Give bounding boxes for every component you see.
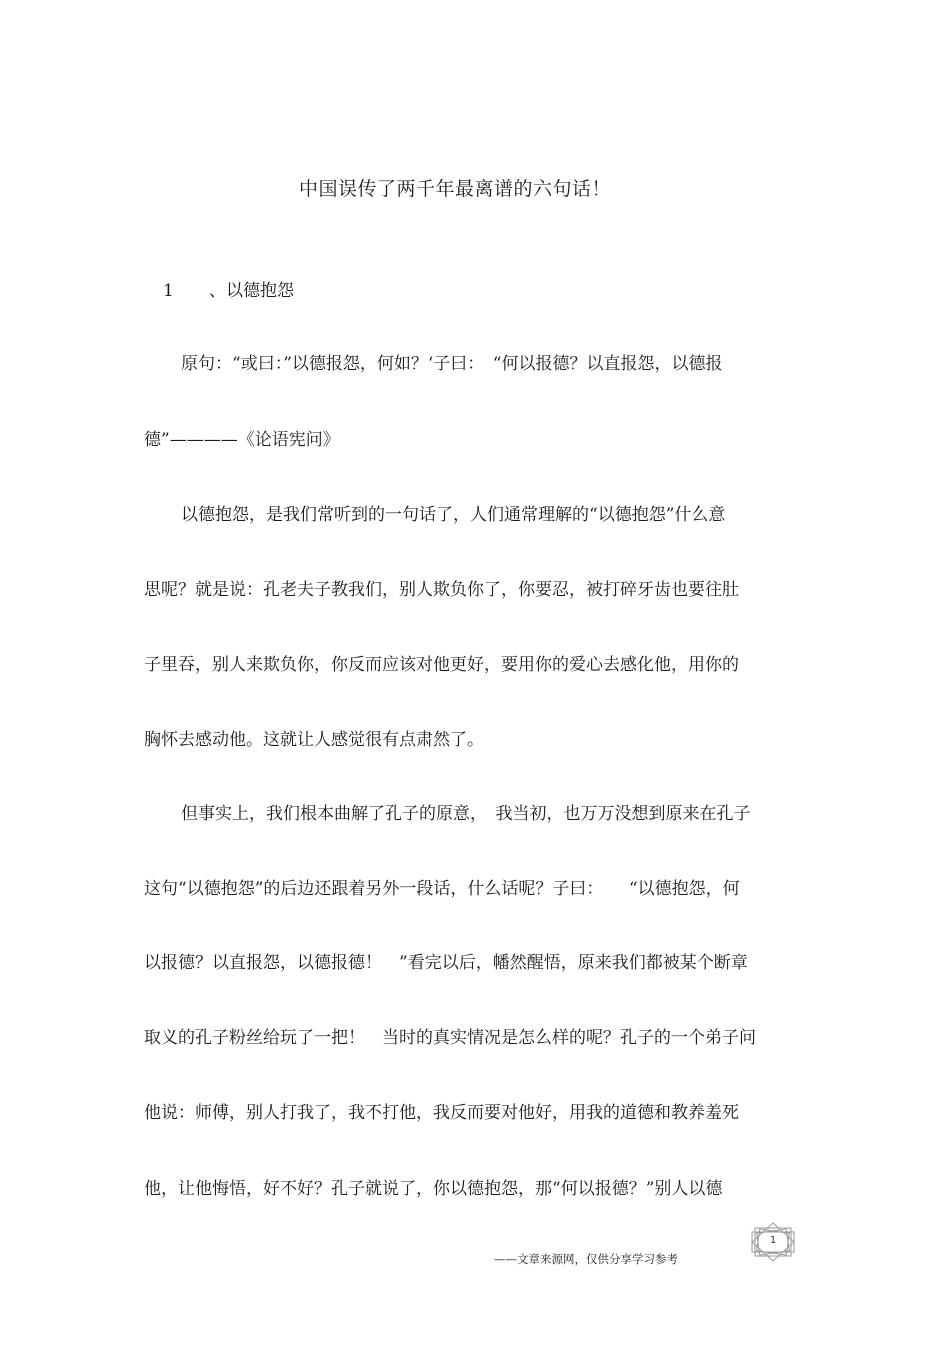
body-line: 思呢？就是说：孔老夫子教我们，别人欺负你了，你要忍，被打碎牙齿也要往肚 <box>144 580 739 600</box>
body-line: 他说：师傅，别人打我了，我不打他，我反而要对他好，用我的道德和教养羞死 <box>144 1103 739 1123</box>
body-line: 他，让他悔悟，好不好？孔子就说了，你以德抱怨，那“何以报德？”别人以德 <box>144 1179 723 1199</box>
body-line: 原句：“或曰：”以德报怨，何如？‘子曰： “何以报德？以直报怨，以德报 <box>181 354 723 374</box>
section-label: 、以德抱怨 <box>209 281 294 301</box>
body-line: 子里吞，别人来欺负你，你反而应该对他更好，要用你的爱心去感化他，用你的 <box>144 655 739 675</box>
body-line: 胸怀去感动他。这就让人感觉很有点肃然了。 <box>144 730 484 750</box>
page-number: 1 <box>769 1235 777 1246</box>
body-line: 取义的孔子粉丝给玩了一把！ 当时的真实情况是怎么样的呢？孔子的一个弟子问 <box>144 1028 756 1048</box>
body-line: 这句“以德抱怨”的后边还跟着另外一段话，什么话呢？子曰： “以德抱怨，何 <box>144 879 740 899</box>
source-footnote: ——文章来源网，仅供分享学习参考 <box>494 1252 678 1266</box>
body-line: 德”————《论语宪问》 <box>144 430 340 450</box>
body-line: 但事实上，我们根本曲解了孔子的原意， 我当初，也万万没想到原来在孔子 <box>181 804 751 824</box>
body-line: 以报德？以直报怨，以德报德！ ”看完以后，幡然醒悟，原来我们都被某个断章 <box>144 953 748 973</box>
section-heading <box>163 276 294 301</box>
page-number-badge <box>749 1222 799 1262</box>
document-title: 中国误传了两千年最离谱的六句话！ <box>298 178 611 200</box>
body-line: 以德抱怨，是我们常听到的一句话了，人们通常理解的“以德抱怨”什么意 <box>181 505 726 525</box>
section-number: 1 <box>163 281 174 301</box>
